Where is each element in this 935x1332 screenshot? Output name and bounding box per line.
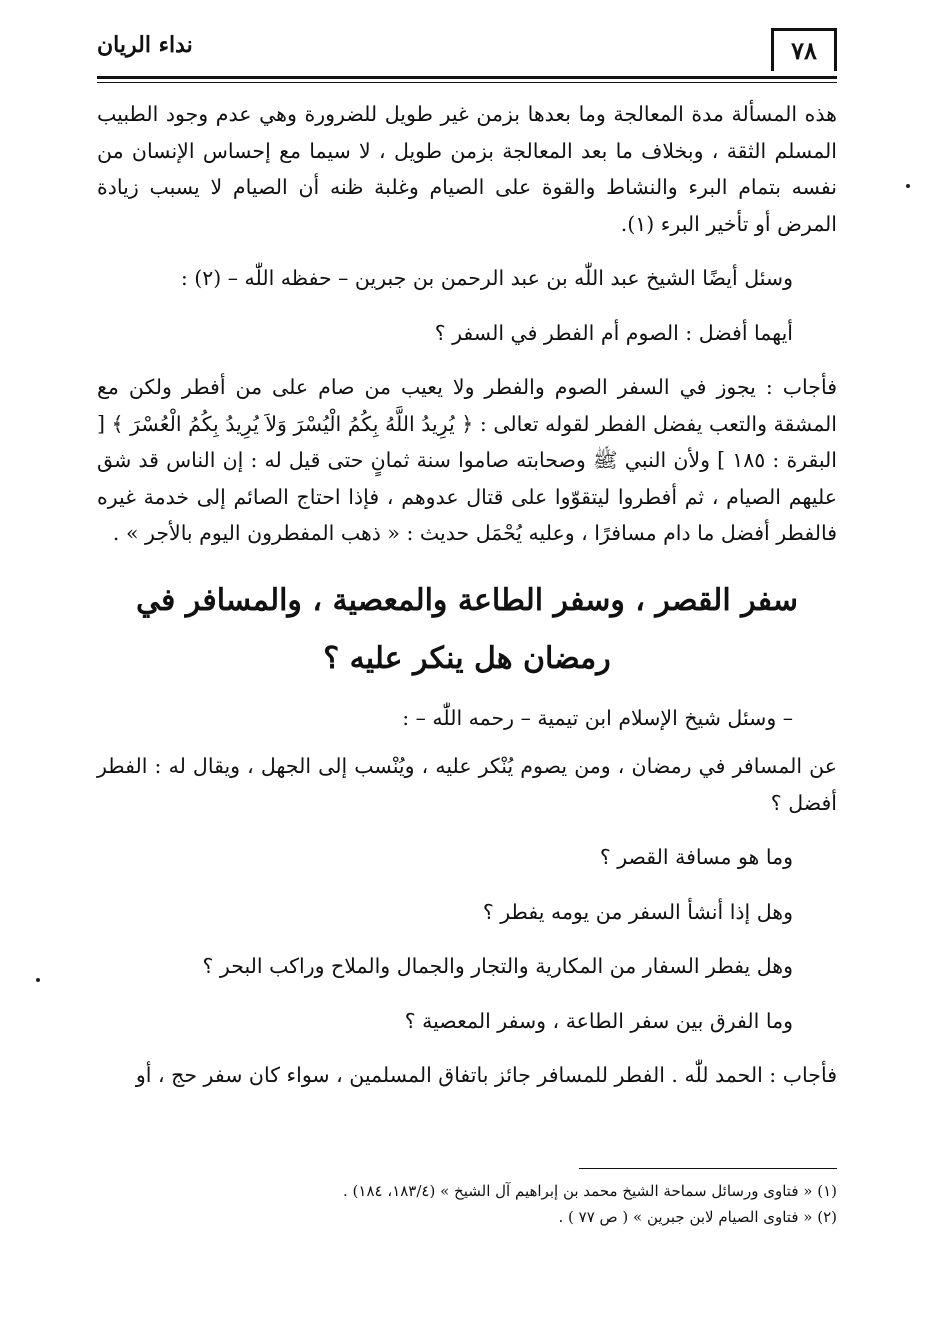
section-heading xyxy=(97,572,837,688)
paragraph-treatment: هذه المسألة مدة المعالجة وما بعدها بزمن غير طويل للضرورة وهي عدم وجود الطبيب المسلم الثقة ، وبخلاف ما بعد المعالجة بزمن طويل ، لا سيما مع إحساس الإنسان من نفسه بتمام البرء والنشاط والقوة على الصيام وغلبة ظنه أن الصيام لا يسبب زيادة المرض أو تأخير البرء (١). xyxy=(97,102,837,236)
footnote-1: (١) « فتاوى ورسائل سماحة الشيخ محمد بن إبراهيم آل الشيخ » (١٨٣/٤، ١٨٤) . xyxy=(343,1182,837,1200)
footnote-divider xyxy=(579,1168,837,1169)
page-header xyxy=(97,26,837,79)
paragraph-travelers-question: وهل يفطر السفار من المكارية والتجار والجمال والملاح وراكب البحر ؟ xyxy=(202,954,793,978)
paragraph-ibn-taymiyyah-intro: – وسئل شيخ الإسلام ابن تيمية – رحمه اللّٰه – : xyxy=(402,705,793,730)
paragraph-traveler-question: عن المسافر في رمضان ، ومن يصوم يُنْكر عليه ، ويُنْسب إلى الجهل ، ويقال له : الفطر أفضل ؟ xyxy=(97,754,837,815)
paragraph-distance-question: وما هو مسافة القصر ؟ xyxy=(599,845,793,869)
scan-speck xyxy=(36,978,40,982)
page-number: ٧٨ xyxy=(771,28,837,71)
paragraph-answer: فأجاب : يجوز في السفر الصوم والفطر ولا يعيب من صام على من أفطر ولكن مع المشقة والتعب يفضل الفطر لقوله تعالى : ﴿ يُرِيدُ اللَّهُ بِكُمُ الْيُسْرَ وَلاَ يُرِيدُ بِكُمُ الْعُسْرَ ﴾ [ البقرة : ١٨٥ ] ولأن النبي ﷺ وصحابته صاموا سنة ثمانٍ حتى قيل له : إن الناس قد شق عليهم الصيام ، ثم أفطروا ليتقوّوا على قتال عدوهم ، فإذا احتاج الصائم إلى خدمة غيره فالفطر أفضل ما دام مسافرًا ، وعليه يُحْمَل حديث : « ذهب المفطرون اليوم بالأجر » . xyxy=(97,375,837,545)
paragraph-difference-question: وما الفرق بين سفر الطاعة ، وسفر المعصية ؟ xyxy=(404,1008,793,1033)
main-text xyxy=(97,96,837,1094)
paragraph-same-day-question: وهل إذا أنشأ السفر من يومه يفطر ؟ xyxy=(482,899,793,924)
paragraph-question: أيهما أفضل : الصوم أم الفطر في السفر ؟ xyxy=(434,320,793,345)
paragraph-final-answer: فأجاب : الحمد للّٰه . الفطر للمسافر جائز باتفاق المسلمين ، سواء كان سفر حج ، أو xyxy=(135,1063,837,1087)
footnote-2: (٢) « فتاوى الصيام لابن جبرين » ( ص ٧٧ ) . xyxy=(558,1208,837,1226)
section-heading-line1: سفر القصر ، وسفر الطاعة والمعصية ، والمسافر في xyxy=(136,582,798,618)
running-title: نداء الريان xyxy=(97,32,193,58)
paragraph-question-intro: وسئل أيضًا الشيخ عبد اللّٰه بن عبد الرحمن بن جبرين – حفظه اللّٰه – (٢) : xyxy=(180,266,793,290)
scan-speck xyxy=(906,184,910,188)
footnotes xyxy=(97,1178,837,1230)
page xyxy=(97,26,837,1286)
section-heading-line2: رمضان هل ينكر عليه ؟ xyxy=(323,640,611,676)
